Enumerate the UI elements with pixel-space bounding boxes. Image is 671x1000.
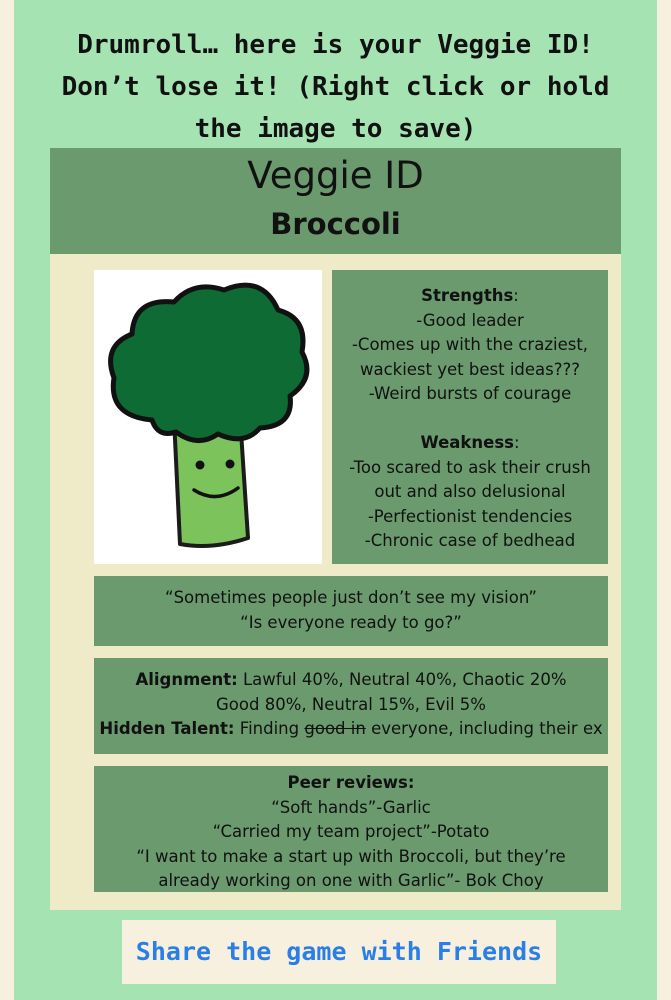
alignment-values-1: Lawful 40%, Neutral 40%, Chaotic 20%: [242, 670, 567, 689]
intro-line-2: Don’t lose it! (Right click or hold: [61, 72, 610, 102]
share-game-button[interactable]: Share the game with Friends: [122, 920, 556, 984]
traits-panel: [332, 270, 608, 564]
right-eye: [226, 460, 235, 469]
hidden-talent-line: [94, 717, 608, 742]
review-item: “Soft hands”-Garlic: [271, 797, 431, 817]
quote-line: “Is everyone ready to go?”: [240, 612, 462, 632]
broccoli-crown: [111, 285, 307, 440]
page-background: [14, 0, 657, 1000]
left-eye: [196, 461, 205, 470]
intro-line-1: Drumroll… here is your Veggie ID!: [77, 30, 594, 60]
hidden-talent-label: Hidden Talent:: [99, 719, 235, 738]
peer-reviews-panel: [94, 766, 608, 892]
review-item: “I want to make a start up with Broccoli, but they’re: [136, 846, 566, 866]
intro-line-3: the image to save): [194, 114, 477, 144]
hidden-talent-struck: good in: [304, 719, 366, 738]
peer-reviews-heading: Peer reviews:: [287, 773, 415, 792]
strengths-heading: Strengths:: [421, 286, 519, 305]
weakness-item: -Perfectionist tendencies: [367, 506, 573, 526]
intro-message: [14, 24, 657, 150]
weakness-item: -Chronic case of bedhead: [364, 531, 576, 550]
strength-item: -Good leader: [416, 310, 524, 330]
stats-panel: [94, 658, 608, 754]
spacer: [332, 407, 608, 432]
strength-item: wackiest yet best ideas???: [359, 359, 581, 379]
strength-item: -Comes up with the craziest,: [351, 335, 589, 354]
veggie-id-card[interactable]: [50, 148, 621, 910]
card-title: Veggie ID: [247, 154, 424, 197]
quotes-panel: [94, 576, 608, 646]
hidden-talent-prefix: Finding: [239, 719, 300, 738]
hidden-talent-suffix: everyone, including their ex: [371, 719, 603, 738]
review-item: “Carried my team project”-Potato: [212, 822, 490, 841]
weakness-item: -Too scared to ask their crush: [349, 457, 591, 477]
broccoli-icon: [94, 270, 322, 564]
alignment-label: Alignment:: [135, 670, 238, 689]
veggie-name: Broccoli: [270, 207, 401, 241]
veggie-portrait: [94, 270, 322, 564]
alignment-line-2: Good 80%, Neutral 15%, Evil 5%: [216, 694, 486, 714]
alignment-line-1: [94, 668, 608, 693]
card-header: [50, 148, 621, 254]
strength-item: -Weird bursts of courage: [368, 384, 572, 403]
weakness-item: out and also delusional: [374, 482, 566, 501]
weakness-heading: Weakness:: [420, 433, 520, 452]
quote-line: “Sometimes people just don’t see my vision”: [165, 588, 537, 607]
review-item: already working on one with Garlic”- Bok Choy: [158, 871, 544, 890]
